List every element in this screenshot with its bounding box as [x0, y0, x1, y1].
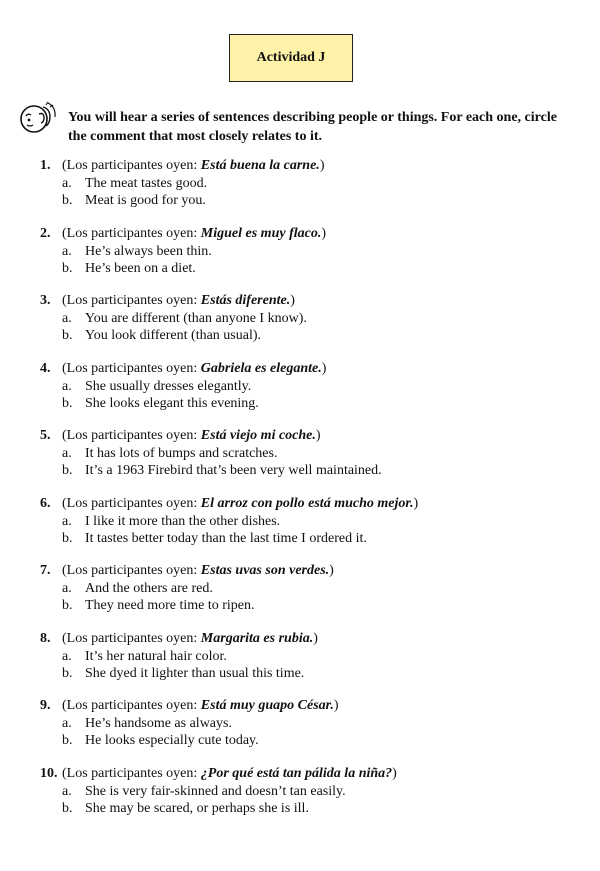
option-text: I like it more than the other dishes. [85, 513, 281, 529]
question-prompt [62, 765, 397, 783]
spanish-sentence: El arroz con pollo está mucho mejor. [200, 495, 414, 511]
option-text: He’s handsome as always. [85, 716, 232, 731]
listening-ear-icon [14, 100, 58, 134]
option-letter: a. [62, 243, 72, 259]
option-letter: a. [62, 783, 72, 799]
question-prompt [62, 562, 334, 580]
question-item [40, 495, 580, 563]
question-line [40, 765, 580, 783]
prompt-suffix: ) [290, 293, 295, 308]
option-letter: b. [62, 800, 73, 816]
prompt-prefix: (Los participantes oyen: [62, 293, 201, 308]
question-number: 1. [40, 158, 51, 173]
option-text: He looks especially cute today. [85, 733, 259, 748]
answer-option[interactable] [40, 462, 580, 479]
option-text: She is very fair-skinned and doesn’t tan easily. [85, 783, 346, 799]
option-letter: b. [62, 733, 73, 748]
option-letter: b. [62, 598, 73, 613]
question-line [40, 495, 580, 513]
option-letter: a. [62, 446, 72, 461]
question-number: 8. [40, 630, 51, 646]
answer-option[interactable] [40, 783, 580, 800]
answer-option[interactable] [40, 530, 580, 547]
question-item [40, 630, 580, 698]
option-letter: b. [62, 260, 73, 276]
prompt-suffix: ) [321, 360, 327, 376]
spanish-sentence: ¿Por qué está tan pálida la niña? [200, 765, 393, 781]
prompt-suffix: ) [329, 563, 334, 578]
option-letter: b. [62, 328, 73, 343]
question-line [40, 360, 580, 378]
answer-option[interactable] [40, 192, 580, 209]
question-prompt [62, 225, 326, 243]
option-text: You look different (than usual). [85, 328, 262, 343]
answer-option[interactable] [40, 800, 580, 817]
answer-option[interactable] [40, 260, 580, 277]
question-number: 5. [40, 428, 51, 443]
question-prompt [62, 630, 318, 648]
option-letter: a. [62, 648, 72, 664]
answer-option[interactable] [40, 715, 580, 732]
spanish-sentence: Miguel es muy flaco. [200, 225, 322, 241]
option-text: He’s always been thin. [85, 243, 212, 259]
question-number: 4. [40, 360, 51, 376]
spanish-sentence: Estas uvas son verdes. [200, 563, 330, 578]
prompt-prefix: (Los participantes oyen: [62, 360, 201, 376]
question-line [40, 157, 580, 175]
prompt-prefix: (Los participantes oyen: [62, 698, 201, 713]
answer-option[interactable] [40, 395, 580, 412]
question-line [40, 562, 580, 580]
option-letter: a. [62, 311, 72, 326]
option-text: It has lots of bumps and scratches. [85, 446, 278, 461]
prompt-suffix: ) [321, 225, 327, 241]
question-prompt [62, 697, 339, 715]
prompt-prefix: (Los participantes oyen: [62, 158, 201, 173]
answer-option[interactable] [40, 513, 580, 530]
option-text: She dyed it lighter than usual this time. [85, 665, 305, 681]
answer-option[interactable] [40, 175, 580, 192]
question-number: 10. [40, 765, 58, 781]
question-line [40, 225, 580, 243]
option-text: The meat tastes good. [85, 176, 208, 191]
prompt-prefix: (Los participantes oyen: [62, 563, 201, 578]
option-letter: b. [62, 395, 73, 411]
spanish-sentence: Margarita es rubia. [200, 630, 314, 646]
prompt-suffix: ) [313, 630, 318, 646]
option-letter: a. [62, 581, 72, 596]
option-letter: b. [62, 193, 73, 208]
question-item [40, 157, 580, 225]
instructions: You will hear a series of sentences describing people or things. For each one, circle the comment that most closely relates to it. [68, 110, 557, 144]
spanish-sentence: Está viejo mi coche. [200, 428, 316, 443]
question-number: 6. [40, 495, 51, 511]
prompt-suffix: ) [319, 158, 325, 173]
spanish-sentence: Está buena la carne. [200, 158, 320, 173]
spanish-sentence: Está muy guapo César. [200, 698, 334, 713]
question-item [40, 765, 580, 833]
option-text: She may be scared, or perhaps she is ill. [85, 800, 309, 816]
prompt-prefix: (Los participantes oyen: [62, 225, 201, 241]
prompt-suffix: ) [333, 698, 339, 713]
option-text: They need more time to ripen. [85, 598, 255, 613]
answer-option[interactable] [40, 310, 580, 327]
activity-title: Actividad J [256, 50, 326, 65]
option-letter: b. [62, 463, 73, 478]
question-prompt [62, 292, 295, 310]
question-prompt [62, 157, 324, 175]
question-prompt [62, 360, 326, 378]
question-prompt [62, 495, 418, 513]
option-text: She usually dresses elegantly. [85, 378, 252, 394]
answer-option[interactable] [40, 665, 580, 682]
prompt-prefix: (Los participantes oyen: [62, 765, 201, 781]
option-text: It’s her natural hair color. [85, 648, 227, 664]
answer-option[interactable] [40, 378, 580, 395]
question-number: 3. [40, 293, 51, 308]
question-number: 2. [40, 225, 51, 241]
question-line [40, 427, 580, 445]
prompt-suffix: ) [392, 765, 397, 781]
answer-option[interactable] [40, 597, 580, 614]
option-text: Meat is good for you. [85, 193, 206, 208]
answer-option[interactable] [40, 243, 580, 260]
question-item [40, 292, 580, 360]
option-text: It tastes better today than the last time I ordered it. [85, 530, 367, 546]
prompt-prefix: (Los participantes oyen: [62, 630, 201, 646]
option-letter: a. [62, 716, 72, 731]
question-item [40, 360, 580, 428]
prompt-prefix: (Los participantes oyen: [62, 495, 201, 511]
option-text: It’s a 1963 Firebird that’s been very well maintained. [85, 463, 382, 478]
option-letter: a. [62, 176, 72, 191]
activity-title-box [229, 34, 353, 82]
answer-option[interactable] [40, 732, 580, 749]
prompt-suffix: ) [413, 495, 419, 511]
question-line [40, 292, 580, 310]
option-text: And the others are red. [85, 581, 213, 596]
option-letter: b. [62, 665, 73, 681]
question-prompt [62, 427, 321, 445]
question-item [40, 427, 580, 495]
answer-option[interactable] [40, 445, 580, 462]
answer-option[interactable] [40, 327, 580, 344]
answer-option[interactable] [40, 580, 580, 597]
option-text: He’s been on a diet. [85, 260, 196, 276]
option-letter: b. [62, 530, 73, 546]
question-list [40, 157, 580, 832]
question-number: 9. [40, 698, 51, 713]
option-text: You are different (than anyone I know). [85, 311, 307, 326]
spanish-sentence: Estás diferente. [200, 293, 291, 308]
answer-option[interactable] [40, 648, 580, 665]
question-line [40, 697, 580, 715]
prompt-suffix: ) [315, 428, 321, 443]
question-number: 7. [40, 563, 51, 578]
option-text: She looks elegant this evening. [85, 395, 259, 411]
question-item [40, 562, 580, 630]
option-letter: a. [62, 378, 72, 394]
option-letter: a. [62, 513, 72, 529]
spanish-sentence: Gabriela es elegante. [200, 360, 322, 376]
prompt-prefix: (Los participantes oyen: [62, 428, 201, 443]
question-item [40, 697, 580, 765]
question-item [40, 225, 580, 293]
question-line [40, 630, 580, 648]
